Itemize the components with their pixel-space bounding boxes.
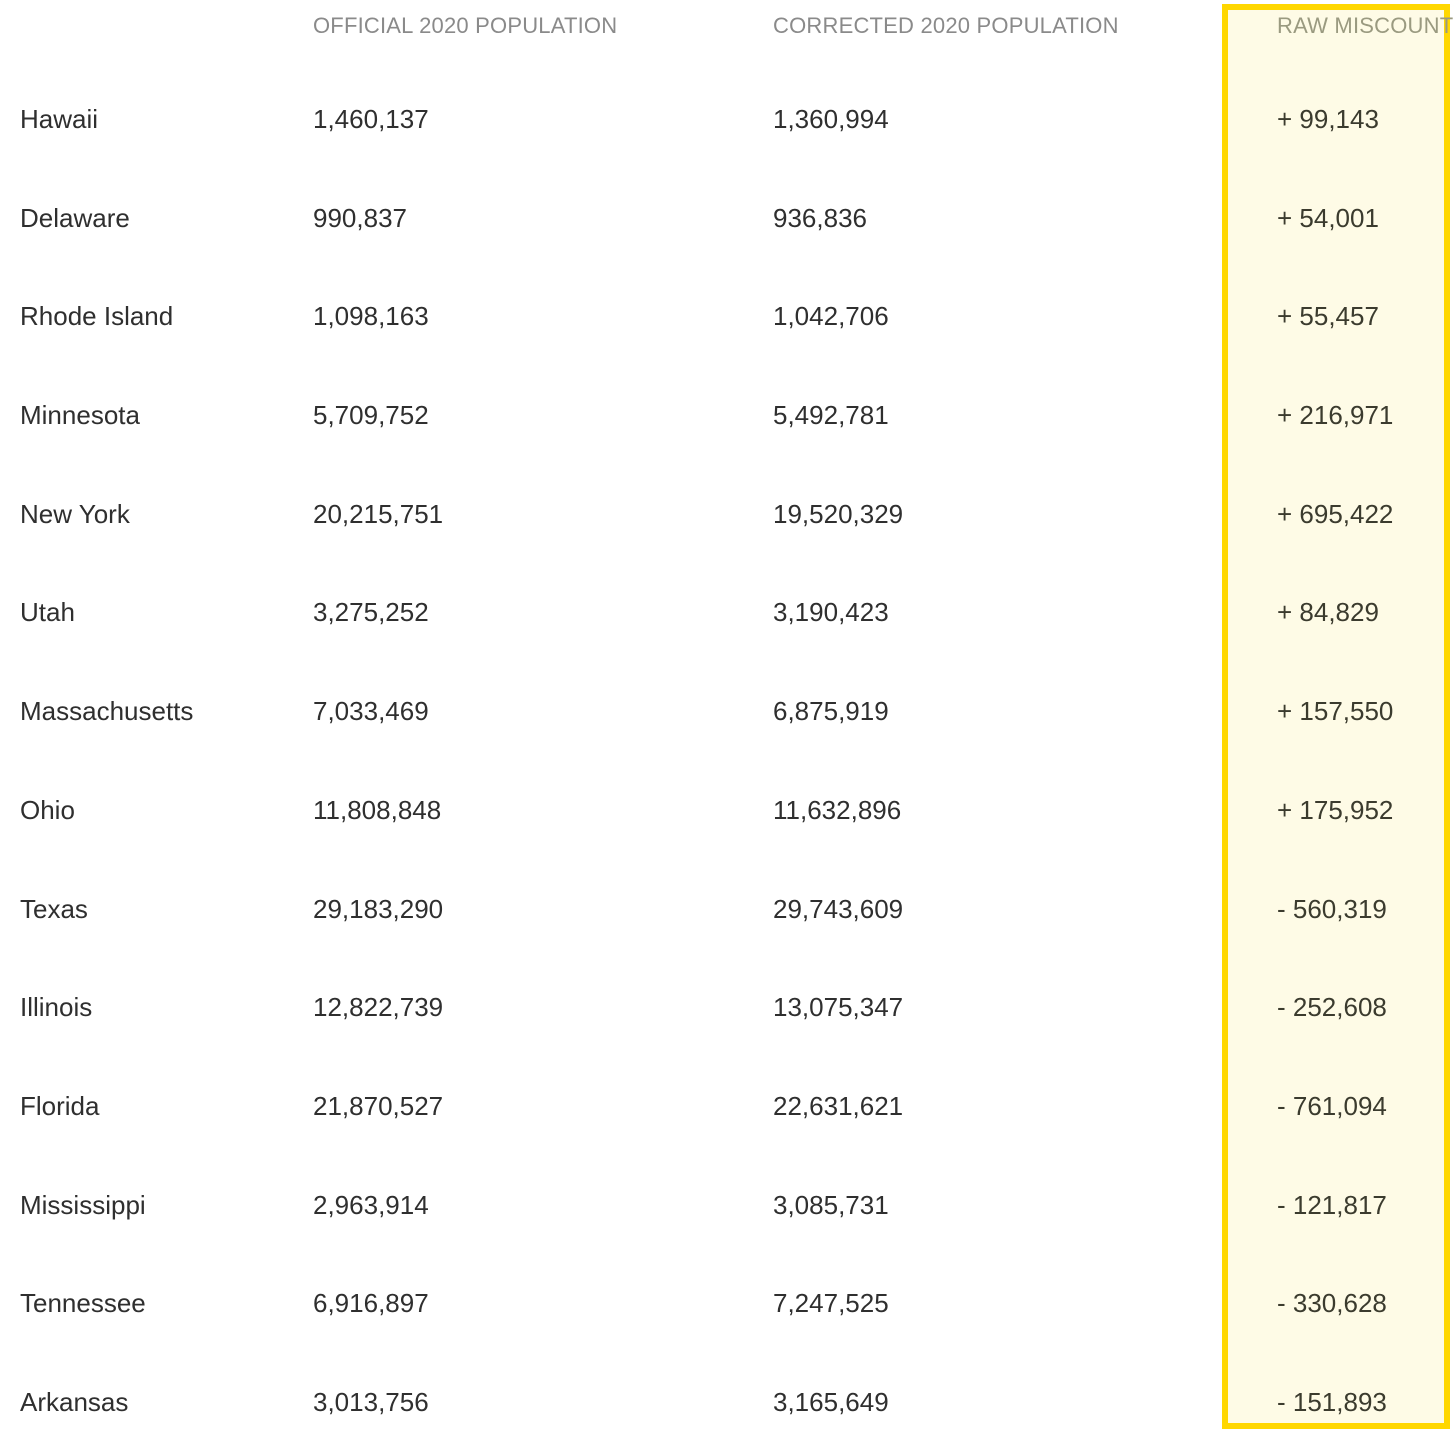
header-official-population: OFFICIAL 2020 POPULATION [313,13,618,38]
raw-miscount-cell: + 99,143 [1277,104,1379,134]
state-cell: Hawaii [20,104,99,134]
official-population-cell: 1,098,163 [313,301,429,332]
official-population-cell: 3,275,252 [313,597,429,628]
official-population-cell: 5,709,752 [313,400,429,431]
official-population-cell: 1,460,137 [313,104,429,134]
state-cell: Massachusetts [20,696,194,727]
table-row [0,1355,1456,1454]
table-row [0,1059,1456,1158]
raw-miscount-cell: + 175,952 [1277,794,1394,825]
corrected-population-cell: 3,085,731 [773,1189,889,1220]
state-cell: Utah [20,597,75,628]
table-row [0,960,1456,1059]
table-row [0,467,1456,566]
corrected-population-cell: 19,520,329 [773,498,904,529]
table-row [0,664,1456,763]
corrected-population-cell: 3,190,423 [773,597,889,628]
raw-miscount-cell: - 121,817 [1277,1189,1387,1220]
raw-miscount-cell: + 216,971 [1277,400,1394,431]
corrected-population-cell: 29,743,609 [773,893,904,924]
table-row [0,72,1456,171]
raw-miscount-cell: - 560,319 [1277,893,1387,924]
corrected-population-cell: 6,875,919 [773,696,889,727]
state-cell: New York [20,498,130,529]
corrected-population-cell: 5,492,781 [773,400,889,431]
table-header [0,0,1456,52]
corrected-population-cell: 11,632,896 [773,794,902,825]
state-cell: Arkansas [20,1386,129,1417]
raw-miscount-cell: + 55,457 [1277,301,1379,332]
header-corrected-population: CORRECTED 2020 POPULATION [773,13,1119,38]
official-population-cell: 3,013,756 [313,1386,429,1417]
corrected-population-cell: 22,631,621 [773,1090,904,1121]
raw-miscount-cell: - 151,893 [1277,1386,1387,1417]
table-row [0,368,1456,467]
table-row [0,763,1456,862]
state-cell: Tennessee [20,1288,146,1319]
official-population-cell: 29,183,290 [313,893,444,924]
corrected-population-cell: 3,165,649 [773,1386,889,1417]
state-cell: Ohio [20,794,75,825]
table-row [0,269,1456,368]
official-population-cell: 11,808,848 [313,794,442,825]
table-row [0,1158,1456,1257]
state-cell: Texas [20,893,88,924]
raw-miscount-cell: + 157,550 [1277,696,1394,727]
state-cell: Minnesota [20,400,140,431]
table-body [0,72,1456,1454]
table-row [0,171,1456,270]
official-population-cell: 20,215,751 [313,498,444,529]
corrected-population-cell: 936,836 [773,202,867,233]
raw-miscount-cell: + 54,001 [1277,202,1379,233]
official-population-cell: 990,837 [313,202,407,233]
corrected-population-cell: 13,075,347 [773,992,904,1023]
table-row [0,565,1456,664]
official-population-cell: 21,870,527 [313,1090,444,1121]
table-row [0,862,1456,961]
corrected-population-cell: 1,360,994 [773,104,889,134]
official-population-cell: 6,916,897 [313,1288,429,1319]
state-cell: Mississippi [20,1189,146,1220]
official-population-cell: 12,822,739 [313,992,444,1023]
header-raw-miscount: RAW MISCOUNT [1277,13,1454,38]
official-population-cell: 2,963,914 [313,1189,429,1220]
state-cell: Delaware [20,202,130,233]
corrected-population-cell: 1,042,706 [773,301,889,332]
state-cell: Rhode Island [20,301,174,332]
raw-miscount-cell: - 252,608 [1277,992,1387,1023]
table-row [0,1256,1456,1355]
raw-miscount-cell: - 761,094 [1277,1090,1387,1121]
raw-miscount-cell: - 330,628 [1277,1288,1387,1319]
raw-miscount-cell: + 84,829 [1277,597,1379,628]
state-cell: Florida [20,1090,100,1121]
raw-miscount-cell: + 695,422 [1277,498,1394,529]
state-cell: Illinois [20,992,93,1023]
official-population-cell: 7,033,469 [313,696,429,727]
corrected-population-cell: 7,247,525 [773,1288,889,1319]
